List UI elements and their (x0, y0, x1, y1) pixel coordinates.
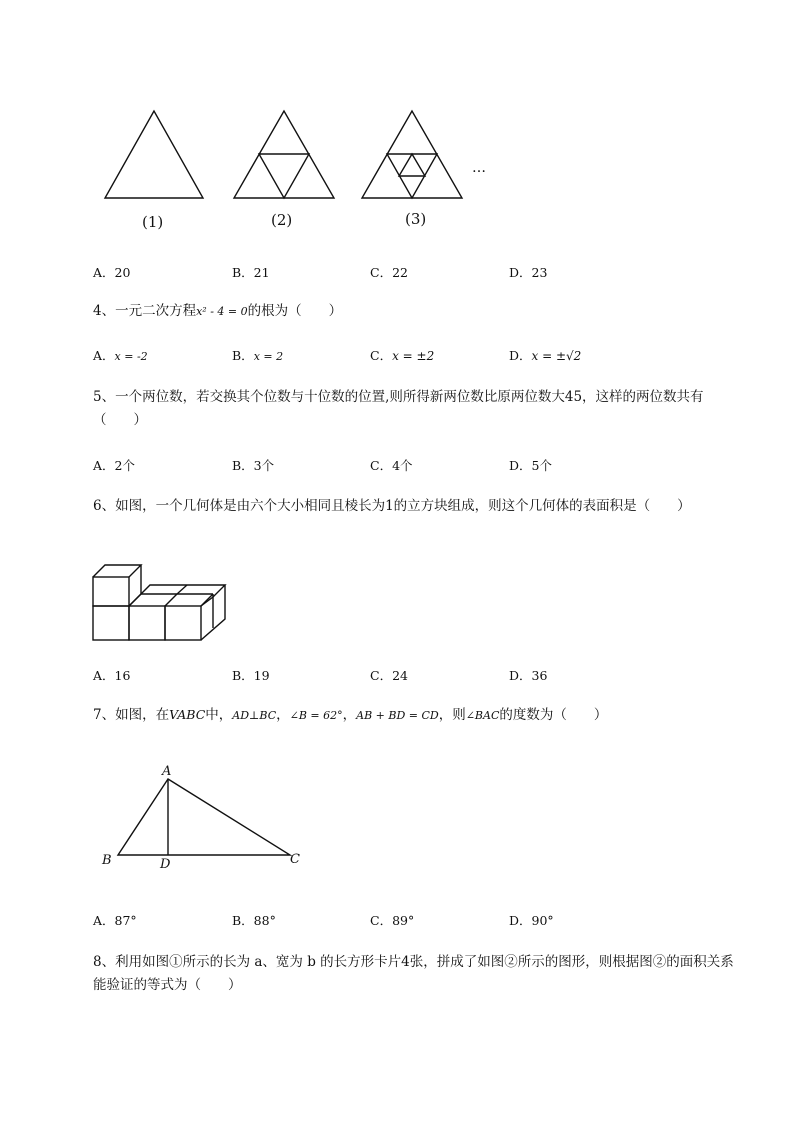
q5-stem: 5、一个两位数，若交换其个位数与十位数的位置,则所得新两位数比原两位数大45，这样的两位数共有（ ） (93, 389, 704, 428)
q7-option-b: B．88° (232, 913, 276, 928)
q7-option-d: D．90° (509, 913, 554, 928)
q4-option-d-letter: D． (509, 348, 532, 363)
q5-option-b: B．3个 (232, 458, 275, 473)
q7-math-2: AD⊥BC (232, 709, 277, 722)
q8-stem: 8、利用如图①所示的长为 a、宽为 b 的长方形卡片4张，拼成了如图②所示的图形，则根据图②的面积关系能验证的等式为（ ） (93, 954, 734, 993)
q4-equation: x² - 4 = 0 (196, 305, 248, 318)
q6-stem: 6、如图，一个几何体是由六个大小相同且棱长为1的立方块组成，则这个几何体的表面积是（ ） (93, 498, 691, 514)
q3-option-c: C．22 (370, 265, 408, 280)
q7-option-c: C．89° (370, 913, 415, 928)
q7-text-5: ，则 (438, 707, 466, 723)
q4-option-c-math: x = ±2 (392, 349, 435, 363)
q7-text-3: ， (276, 707, 290, 723)
figure-label-3: (3) (405, 210, 427, 228)
q7-math-5: ∠BAC (465, 709, 500, 722)
q5-option-a: A．2个 (93, 458, 135, 473)
q5-option-c: C．4个 (370, 458, 413, 473)
figure-label-2: (2) (271, 211, 293, 229)
q4-option-c-letter: C． (370, 348, 393, 363)
q7-math-1: VABC (169, 707, 206, 722)
q3-option-b: B．21 (232, 265, 270, 280)
q6-option-c: C．24 (370, 668, 408, 683)
vertex-label-d: D (160, 857, 171, 872)
q4-option-a-math: x = -2 (114, 350, 148, 363)
q3-option-d: D．23 (509, 265, 548, 280)
q4-option-b-letter: B． (232, 348, 254, 363)
q6-option-d: D．36 (509, 668, 548, 683)
q7-text-6: 的度数为（ ） (499, 707, 608, 723)
q6-option-b: B．19 (232, 668, 270, 683)
q4-text-suffix: 的根为（ ） (247, 303, 343, 319)
q3-option-a: A．20 (93, 265, 131, 280)
q5-option-d: D．5个 (509, 458, 552, 473)
q6-option-a: A．16 (93, 668, 131, 683)
q4-option-b-math: x = 2 (253, 350, 284, 363)
figure-label-1: (1) (142, 213, 164, 231)
q7-option-a: A．87° (93, 913, 137, 928)
vertex-label-b: B (102, 853, 112, 868)
q4-option-d-math: x = ±√2 (531, 349, 582, 363)
q7-text-4: ， (342, 707, 357, 723)
q7-math-4: AB + BD = CD (356, 709, 439, 722)
q7-math-3: ∠B = 62° (289, 709, 343, 722)
vertex-label-a: A (162, 764, 172, 779)
triangle-abc (118, 779, 290, 855)
figure-ellipsis: … (472, 160, 486, 176)
q4-text-prefix: 4、一元二次方程 (93, 303, 197, 319)
q7-text-2: 中， (205, 707, 233, 723)
q4-option-a-letter: A． (93, 348, 115, 363)
vertex-label-c: C (290, 852, 300, 867)
q7-text-1: 7、如图，在 (93, 707, 170, 723)
